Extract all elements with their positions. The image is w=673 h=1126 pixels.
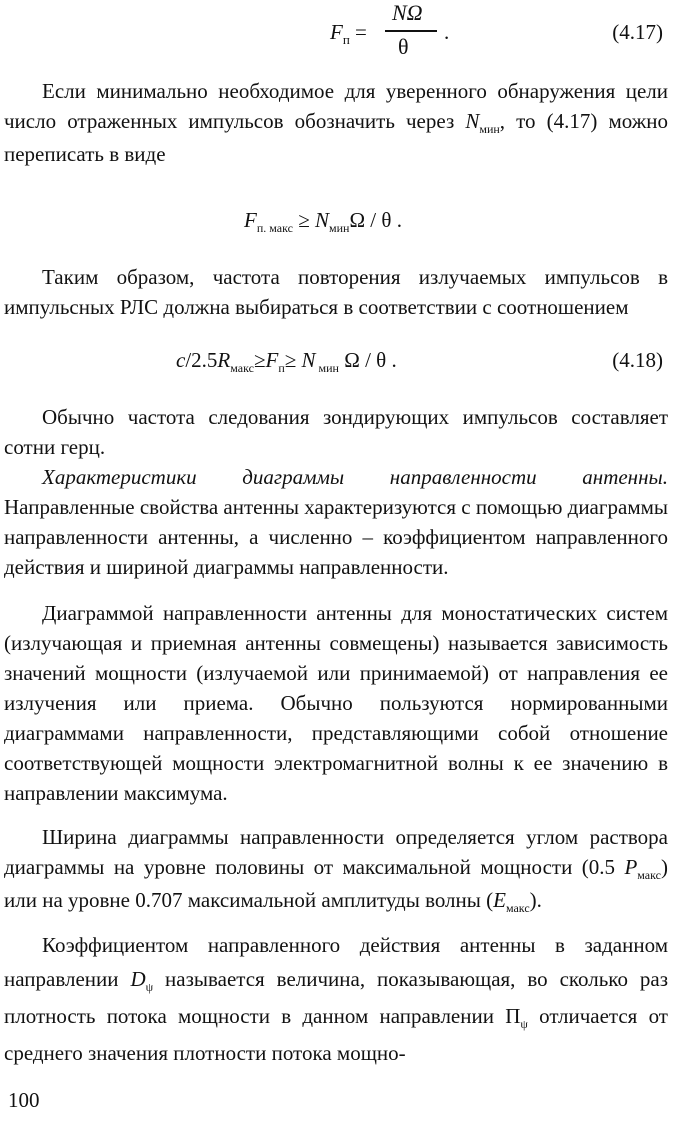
- fraction-denominator: θ: [398, 34, 409, 59]
- equation-number-4-18: (4.18): [612, 348, 663, 372]
- fraction-numerator: NΩ: [392, 0, 423, 25]
- equation-number-4-17: (4.17): [612, 20, 663, 44]
- paragraph-prf-selection: Таким образом, частота повторения излучаемых импульсов в импульсных РЛС должна выбираться в соответствии с соотношением: [4, 265, 668, 319]
- page-number: 100: [8, 1088, 40, 1112]
- paragraph-directivity: Коэффициентом направленного действия антенны в заданном направлении $D_\psi$ называется величина, показывающая, во сколько раз плотность потока мощности в данном направлении $\Pi_\psi$ отличается от среднего значения плотности потока мощно-: [4, 933, 668, 1065]
- fraction-bar: [385, 30, 437, 32]
- equation-4-17: [0, 0, 673, 70]
- equation-4-18: $c/2.5R_{макс}\ge F_п\ge N$ $_{мин}$ Ω / θ .: [176, 348, 397, 375]
- eq-f-symbol: F: [330, 20, 343, 44]
- paragraph-antenna-pattern-intro: Характеристики диаграммы направленности антенны. Направленные свойства антенны характеризуются с помощью диаграммы направленности антенны, а численно – коэффициентом направленного действия и шириной диаграммы направленности.: [4, 465, 669, 579]
- eq-f-subscript: п: [342, 32, 350, 47]
- section-heading-italic: Характеристики диаграммы направленности антенны.: [42, 465, 668, 489]
- eq-equals: =: [355, 20, 367, 44]
- paragraph-beamwidth: Ширина диаграммы направленности определяется углом раствора диаграммы на уровне половины от максимальной мощности (0.5 $P_{макс}$) или на уровне 0.707 максимальной амплитуды волны $(E_{макс})$.: [4, 825, 668, 915]
- n-symbol: N: [465, 109, 480, 133]
- inequality-fp-max: $F_{п. макс} \ge N_{мин}\Omega / \theta$ .: [244, 208, 402, 235]
- paragraph-min-pulses: Если минимально необходимое для уверенного обнаружения цели число отраженных импульсов обозначить через $N_{мин}$, то (4.17) можно переписать в виде: [4, 79, 668, 166]
- paragraph-prf-typical: Обычно частота следования зондирующих импульсов составляет сотни герц.: [4, 405, 668, 459]
- paragraph-pattern-definition: Диаграммой направленности антенны для моностатических систем (излучающая и приемная антенны совмещены) называется зависимость значений мощности (излучаемой или принимаемой) от направления ее излучения или приема. Обычно пользуются нормированными диаграммами направленности, представляющими собой отношение соответствующей мощности электромагнитной волны к ее значению в направлении максимума.: [4, 601, 668, 805]
- eq-dot: .: [444, 20, 450, 44]
